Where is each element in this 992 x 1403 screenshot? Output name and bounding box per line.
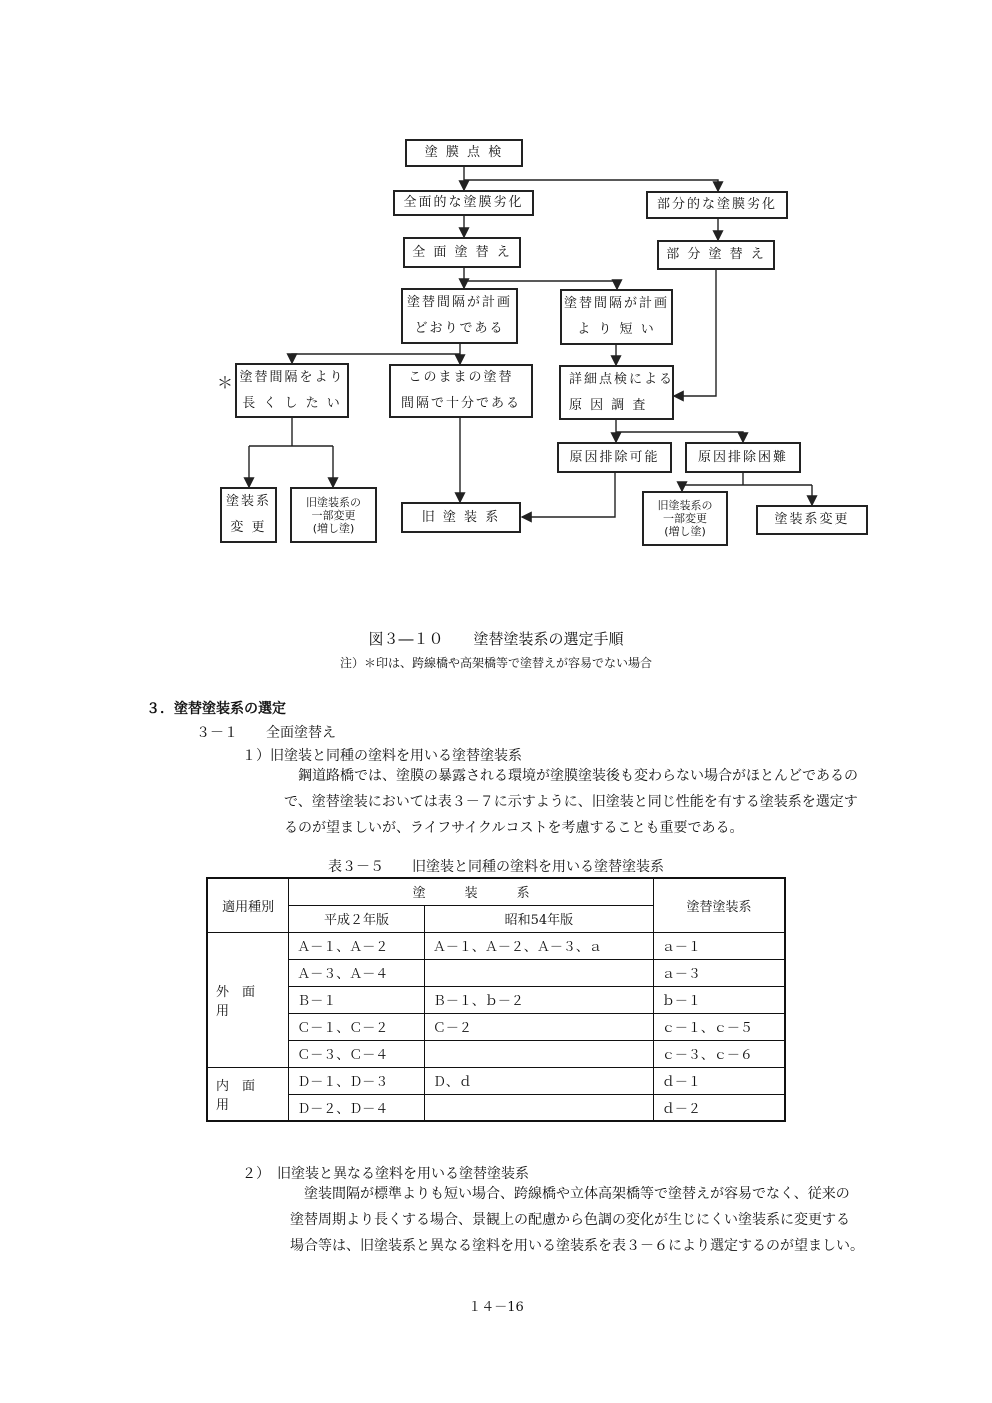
box-full-repaint: 全 面 塗 替 え [403,237,521,268]
header-repaint-system: 塗替塗装系 [653,878,785,932]
paragraph-1 [284,763,894,841]
table-row [207,1040,785,1067]
paragraph-2-line: 場合等は、旧塗装系と異なる塗料を用いる塗装系を表３－６により選定するのが望ましい。 [290,1238,864,1254]
asterisk-mark: ＊ [217,373,234,392]
table-cell: ａ－１ [653,932,785,959]
paragraph-2 [290,1181,900,1259]
box-partial-repaint: 部 分 塗 替 え [657,240,775,270]
box-old-coating-system: 旧 塗 装 系 [401,502,521,533]
box-want-longer-interval: 塗替間隔をより 長 く し た い [235,363,349,418]
table-row [207,1067,785,1094]
table-cell: ｂ－１ [653,986,785,1013]
subsection-title: ３－１ 全面塗替え [196,725,336,741]
table-cell: Ｄ、ｄ [424,1067,653,1094]
table-cell: Ａ－１、Ａ－２、Ａ－３、ａ [424,932,653,959]
paragraph-1-line: で、塗替塗装においては表３－７に示すように、旧塗装と同じ性能を有する塗装系を選定す [284,794,858,810]
table-row [207,1094,785,1121]
table-cell: Ｃ－３、Ｃ－４ [289,1040,425,1067]
table-cell: Ｃ－１、Ｃ－２ [289,1013,425,1040]
section-title: ３．塗替塗装系の選定 [146,701,286,717]
box-inspection: 塗 膜 点 検 [405,139,523,167]
figure-note: 注）＊印は、跨線橋や高架橋等で塗替えが容易でない場合 [339,656,652,670]
table-caption: 表３－５ 旧塗装と同種の塗料を用いる塗替塗装系 [328,859,664,875]
box-partial-modification-left: 旧塗装系の 一部変更 (増し塗) [290,487,377,543]
paragraph-2-line: 塗替周期より長くする場合、景観上の配慮から色調の変化が生じにくい塗装系に変更する [290,1212,850,1228]
box-cause-removable: 原因排除可能 [557,442,672,473]
table-cell: ｄ－２ [653,1094,785,1121]
box-interval-sufficient: このままの塗替 間隔で十分である [389,364,533,418]
table-cell: ｃ－１、ｃ－５ [653,1013,785,1040]
table-cell: Ｄ－２、Ｄ－４ [289,1094,425,1121]
table-cell [424,1094,653,1121]
table-row [207,959,785,986]
box-coating-system-change: 塗装系変更 [756,505,868,535]
table-row [207,986,785,1013]
box-detailed-inspection: 詳細点検による 原 因 調 査 [559,365,674,420]
table-cell: ｃ－３、ｃ－６ [653,1040,785,1067]
group-inner: 内 面 用 [207,1067,289,1121]
table-cell: ｄ－１ [653,1067,785,1094]
table-cell: ａ－３ [653,959,785,986]
box-partial-modification-right: 旧塗装系の 一部変更 (増し塗) [642,491,728,546]
table-cell: Ｂ－１、ｂ－２ [424,986,653,1013]
header-showa-54: 昭和54年版 [424,905,653,932]
paragraph-1-line: るのが望ましいが、ライフサイクルコストを考慮することも重要である。 [284,820,744,836]
table-row [207,1013,785,1040]
header-coating-system: 塗 装 系 [289,878,654,905]
header-heisei-2: 平成２年版 [289,905,425,932]
box-cause-hard-to-remove: 原因排除困難 [685,442,801,473]
header-application-type: 適用種別 [207,878,289,932]
table-cell: Ｄ－１、Ｄ－３ [289,1067,425,1094]
box-system-change-left: 塗装系 変 更 [220,487,277,543]
box-full-degradation: 全面的な塗膜劣化 [393,190,534,216]
table-cell: Ｃ－２ [424,1013,653,1040]
figure-caption: 図３―１０ 塗替塗装系の選定手順 [368,630,624,648]
item-1-title: １）旧塗装と同種の塗料を用いる塗替塗装系 [242,748,522,764]
table-cell [424,959,653,986]
group-outer: 外 面 用 [207,932,289,1067]
coating-table [206,877,786,1122]
table-cell: Ａ－３、Ａ－４ [289,959,425,986]
box-interval-shorter: 塗替間隔が計画 よ り 短 い [560,289,673,345]
page-number: １４－16 [468,1300,524,1315]
table-cell: Ａ－１、Ａ－２ [289,932,425,959]
table-row [207,932,785,959]
paragraph-1-line: 鋼道路橋では、塗膜の暴露される環境が塗膜塗装後も変わらない場合がほとんどであるの [284,768,858,784]
table-cell [424,1040,653,1067]
box-partial-degradation: 部分的な塗膜劣化 [646,191,788,219]
box-interval-as-planned: 塗替間隔が計画 どおりである [401,288,518,344]
table-cell: Ｂ－１ [289,986,425,1013]
item-2-title: ２） 旧塗装と異なる塗料を用いる塗替塗装系 [242,1166,529,1182]
paragraph-2-line: 塗装間隔が標準よりも短い場合、跨線橋や立体高架橋等で塗替えが容易でなく、従来の [290,1186,850,1202]
